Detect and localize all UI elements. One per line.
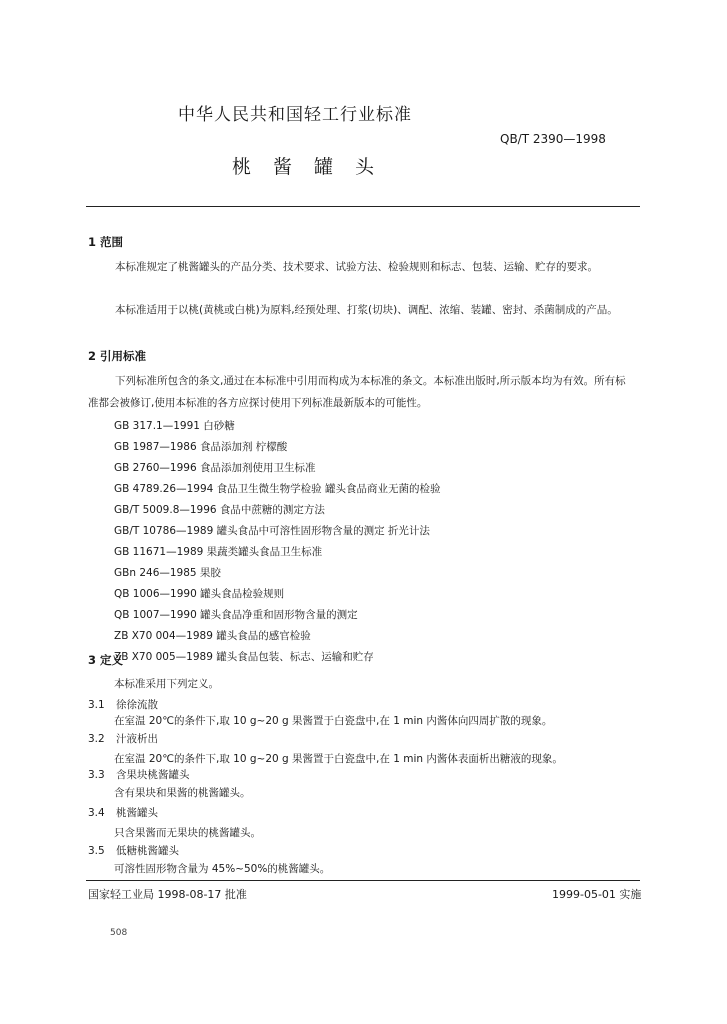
definition-text: 含有果块和果酱的桃酱罐头。 xyxy=(114,787,251,799)
section-1-heading: 1 范围 xyxy=(88,235,124,249)
page-number: 508 xyxy=(110,928,128,938)
definition-term: 低糖桃酱罐头 xyxy=(116,845,179,857)
definition-text: 只含果酱而无果块的桃酱罐头。 xyxy=(114,827,261,839)
definition-text: 可溶性固形物含量为 45%~50%的桃酱罐头。 xyxy=(114,863,331,875)
reference-item: GB 2760—1996 食品添加剂使用卫生标准 xyxy=(114,462,316,474)
effective-date: 1999-05-01 实施 xyxy=(552,888,642,901)
definition-number: 3.4 xyxy=(88,807,105,819)
reference-item: GB 4789.26—1994 食品卫生微生物学检验 罐头食品商业无菌的检验 xyxy=(114,483,441,495)
reference-item: GB 1987—1986 食品添加剂 柠檬酸 xyxy=(114,441,288,453)
reference-item: ZB X70 004—1989 罐头食品的感官检验 xyxy=(114,630,311,642)
definition-term: 徐徐流散 xyxy=(116,699,158,711)
definition-number: 3.5 xyxy=(88,845,105,857)
definition-number: 3.3 xyxy=(88,769,105,781)
reference-item: ZB X70 005—1989 罐头食品包装、标志、运输和贮存 xyxy=(114,651,374,663)
header-divider xyxy=(86,206,640,207)
section-2-paragraph: 下列标准所包含的条文,通过在本标准中引用而构成为本标准的条文。本标准出版时,所示版本均为有效。所有标准都会被修订,使用本标准的各方应探讨使用下列标准最新版本的可能性。 xyxy=(88,375,626,409)
section-1-paragraph-1: 本标准规定了桃酱罐头的产品分类、技术要求、试验方法、检验规则和标志、包装、运输、贮存的要求。 xyxy=(115,261,598,273)
reference-item: QB 1007—1990 罐头食品净重和固形物含量的测定 xyxy=(114,609,358,621)
definition-number: 3.2 xyxy=(88,733,105,745)
section-3-heading: 3 定义 xyxy=(88,653,124,667)
approval-date: 国家轻工业局 1998-08-17 批准 xyxy=(88,888,247,901)
section-3-intro: 本标准采用下列定义。 xyxy=(114,678,219,690)
section-1-paragraph-2: 本标准适用于以桃(黄桃或白桃)为原料,经预处理、打浆(切块)、调配、浓缩、装罐、密封、杀菌制成的产品。 xyxy=(115,304,618,316)
section-2-heading: 2 引用标准 xyxy=(88,349,147,363)
definition-term: 含果块桃酱罐头 xyxy=(116,769,190,781)
reference-item: GB/T 5009.8—1996 食品中蔗糖的测定方法 xyxy=(114,504,325,516)
standard-code: QB/T 2390—1998 xyxy=(500,132,606,146)
definition-text: 在室温 20℃的条件下,取 10 g~20 g 果酱置于白瓷盘中,在 1 min 内酱体向四周扩散的现象。 xyxy=(114,715,553,727)
reference-item: GBn 246—1985 果胶 xyxy=(114,567,221,579)
issuing-organization: 中华人民共和国轻工行业标准 xyxy=(178,105,412,125)
reference-item: GB 317.1—1991 白砂糖 xyxy=(114,420,235,432)
definition-number: 3.1 xyxy=(88,699,105,711)
reference-item: GB 11671—1989 果蔬类罐头食品卫生标准 xyxy=(114,546,323,558)
document-title: 桃酱罐头 xyxy=(232,156,397,178)
definition-text: 在室温 20℃的条件下,取 10 g~20 g 果酱置于白瓷盘中,在 1 min 内酱体表面析出糖液的现象。 xyxy=(114,753,563,765)
footer-divider xyxy=(86,880,640,881)
reference-item: QB 1006—1990 罐头食品检验规则 xyxy=(114,588,285,600)
definition-term: 桃酱罐头 xyxy=(116,807,158,819)
reference-item: GB/T 10786—1989 罐头食品中可溶性固形物含量的测定 折光计法 xyxy=(114,525,430,537)
definition-term: 汁液析出 xyxy=(116,733,158,745)
